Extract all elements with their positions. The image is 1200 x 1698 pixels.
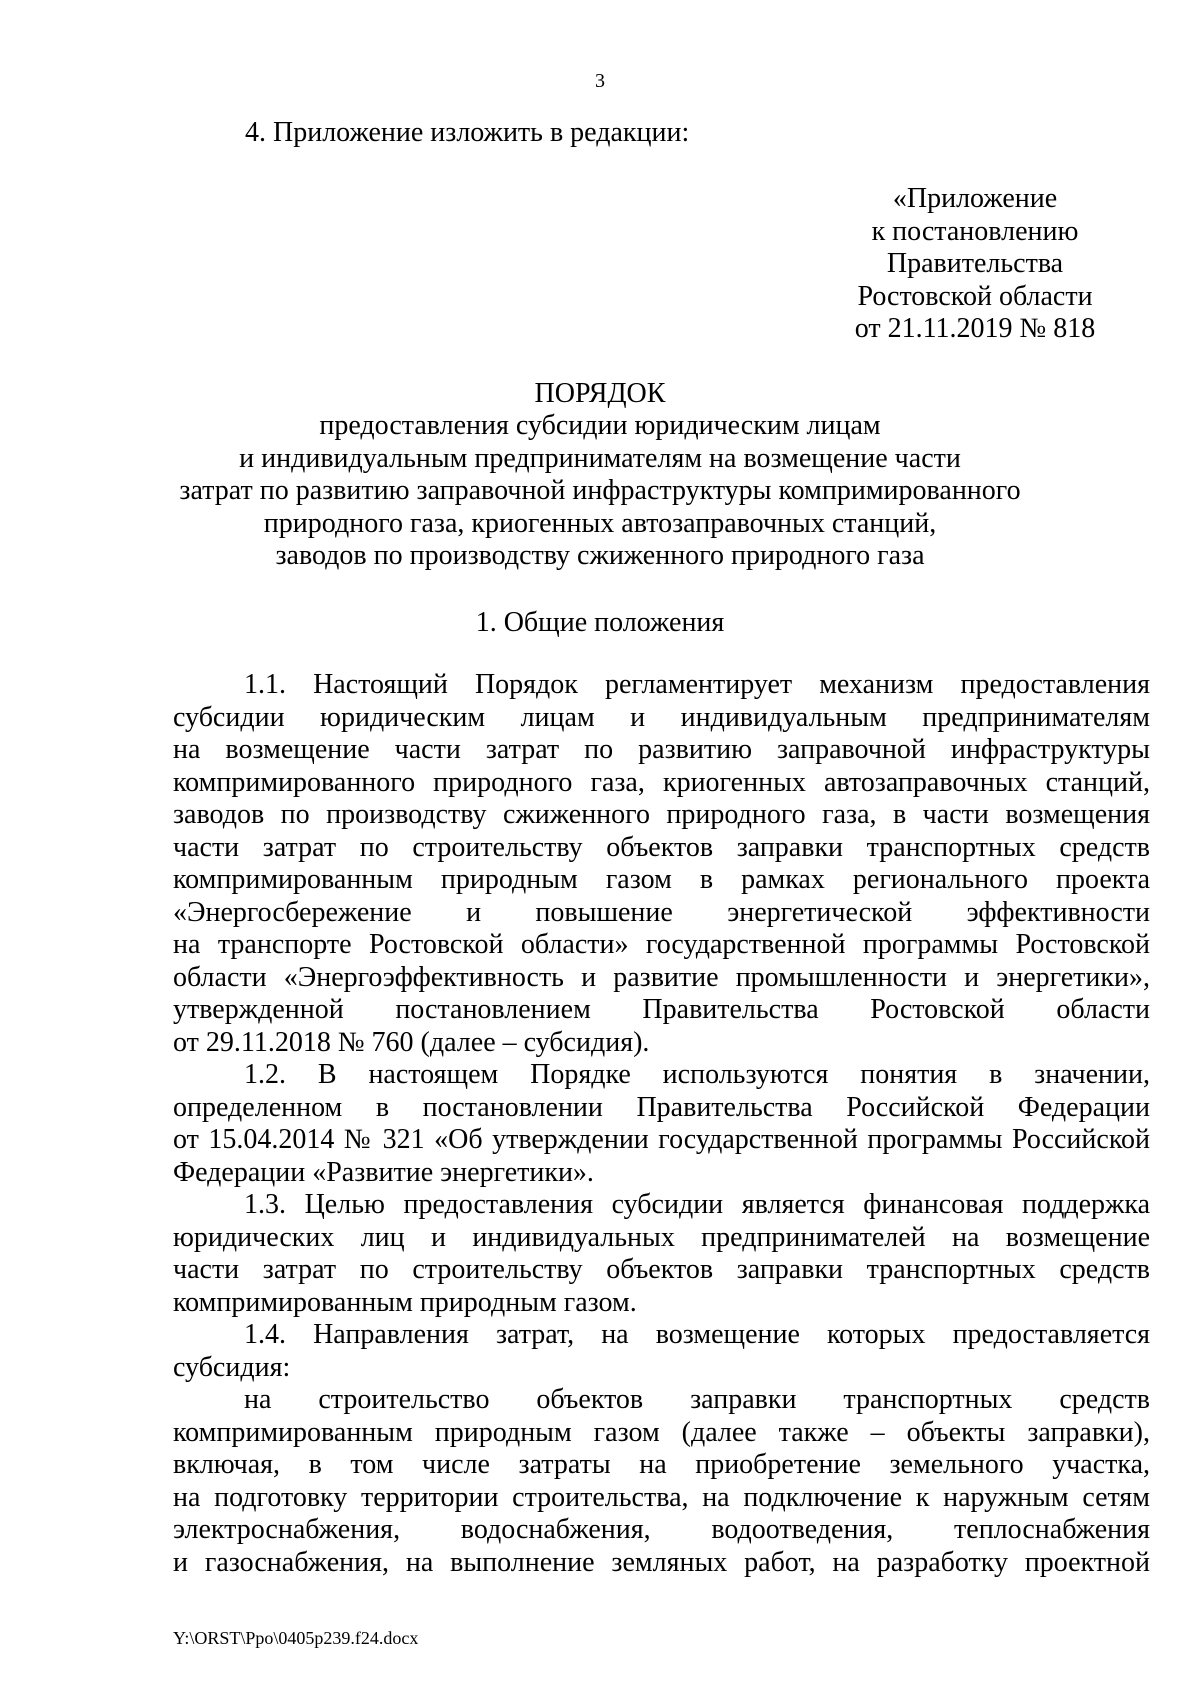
paragraph-line: компримированным природным газом. <box>173 1286 637 1318</box>
paragraph-line: электроснабжения, водоснабжения, водоотведения, теплоснабжения <box>173 1514 1150 1545</box>
appendix-line: Правительства <box>886 248 1064 279</box>
subtitle-line: заводов по производству сжиженного природного газа <box>275 540 925 571</box>
paragraph-line: 1.3. Целью предоставления субсидии является финансовая поддержка <box>244 1189 1150 1220</box>
document-title: ПОРЯДОК <box>534 378 666 409</box>
paragraph-line: субсидия: <box>173 1351 291 1383</box>
intro-item: 4. Приложение изложить в редакции: <box>245 117 690 148</box>
paragraph <box>173 1384 1150 1579</box>
appendix-line: к постановлению <box>871 215 1079 247</box>
paragraph-line: на транспорте Ростовской области» государственной программы Ростовской <box>173 929 1150 960</box>
paragraph-line: на возмещение части затрат по развитию заправочной инфраструктуры <box>173 734 1150 765</box>
paragraph-line: от 29.11.2018 № 760 (далее – субсидия). <box>173 1026 650 1058</box>
paragraph-line: субсидии юридическим лицам и индивидуальным предпринимателям <box>173 701 1150 733</box>
paragraph-line: утвержденной постановлением Правительства Ростовской области <box>173 994 1150 1025</box>
footer-file-path: Y:\ORST\Ppo\0405p239.f24.docx <box>173 1628 419 1648</box>
paragraph-line: компримированным природным газом (далее также – объекты заправки), <box>173 1416 1150 1448</box>
appendix-line: Ростовской области <box>857 280 1093 312</box>
paragraph <box>173 1059 1150 1189</box>
appendix-line: «Приложение <box>892 183 1058 214</box>
paragraph-line: Федерации «Развитие энергетики». <box>173 1156 594 1188</box>
subtitle-line: и индивидуальным предпринимателям на возмещение части <box>239 442 961 474</box>
page-number: 3 <box>595 70 605 92</box>
paragraph-line: 1.1. Настоящий Порядок регламентирует механизм предоставления <box>244 669 1150 700</box>
paragraph-line: определенном в постановлении Правительства Российской Федерации <box>173 1091 1150 1123</box>
paragraph-line: на подготовку территории строительства, на подключение к наружным сетям <box>173 1481 1150 1513</box>
paragraph-line: компримированным природным газом в рамках регионального проекта <box>173 864 1150 895</box>
subtitle-line: природного газа, криогенных автозаправочных станций, <box>263 507 937 539</box>
appendix-header <box>840 183 1110 346</box>
paragraph-line: юридических лиц и индивидуальных предпринимателей на возмещение <box>173 1221 1150 1253</box>
paragraph <box>173 1189 1150 1319</box>
paragraph-line: 1.2. В настоящем Порядке используются понятия в значении, <box>244 1059 1150 1090</box>
subtitle-line: предоставления субсидии юридическим лицам <box>319 410 881 441</box>
subtitle-line: затрат по развитию заправочной инфраструктуры компримированного <box>179 475 1021 506</box>
body-text <box>173 669 1150 1579</box>
section-heading: 1. Общие положения <box>475 607 725 638</box>
paragraph-line: «Энергосбережение и повышение энергетической эффективности <box>173 896 1150 928</box>
paragraph-line: 1.4. Направления затрат, на возмещение которых предоставляется <box>244 1319 1150 1350</box>
paragraph-line: заводов по производству сжиженного природного газа, в части возмещения <box>173 799 1150 830</box>
paragraph-line: компримированного природного газа, криогенных автозаправочных станций, <box>173 766 1150 798</box>
paragraph-line: на строительство объектов заправки транспортных средств <box>244 1384 1150 1415</box>
paragraph-line: части затрат по строительству объектов заправки транспортных средств <box>173 1254 1150 1285</box>
paragraph-line: от 15.04.2014 № 321 «Об утверждении государственной программы Российской <box>173 1124 1150 1155</box>
document-subtitle <box>0 410 1200 573</box>
paragraph-line: области «Энергоэффективность и развитие промышленности и энергетики», <box>173 961 1150 993</box>
paragraph-line: части затрат по строительству объектов заправки транспортных средств <box>173 831 1150 863</box>
paragraph <box>173 669 1150 1059</box>
paragraph-line: и газоснабжения, на выполнение земляных работ, на разработку проектной <box>173 1546 1150 1578</box>
paragraph-line: включая, в том числе затраты на приобретение земельного участка, <box>173 1449 1150 1480</box>
paragraph <box>173 1319 1150 1384</box>
appendix-line: от 21.11.2019 № 818 <box>854 313 1096 344</box>
